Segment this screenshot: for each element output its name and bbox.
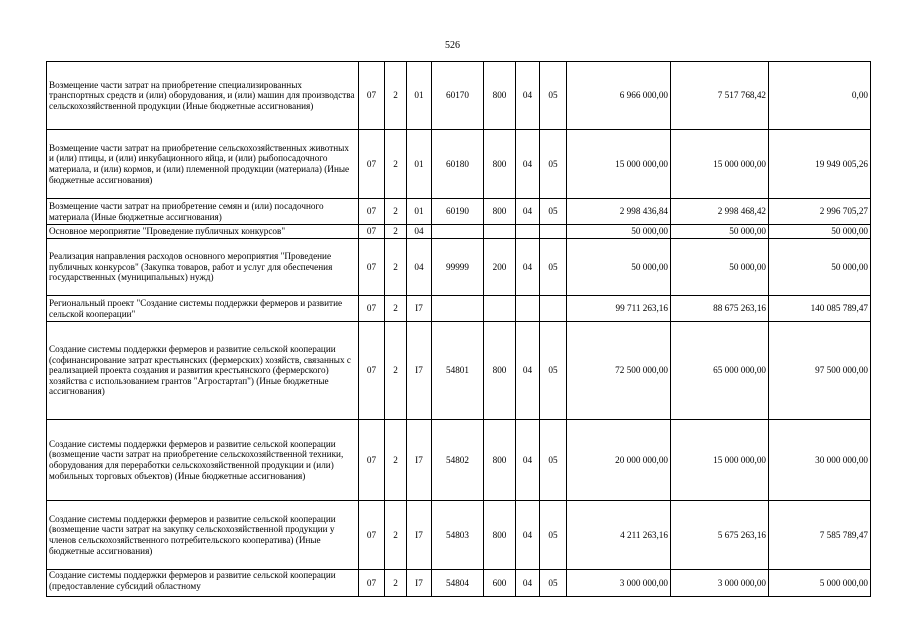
code-expense-type: 800 — [484, 130, 516, 199]
row-name: Региональный проект "Создание системы поддержки фермеров и развитие сельской кооперации" — [47, 296, 359, 322]
code-program: 2 — [385, 322, 407, 420]
code-section: 04 — [516, 501, 540, 570]
code-program: 2 — [385, 570, 407, 597]
amount-year-2: 15 000 000,00 — [671, 130, 769, 199]
row-name: Основное мероприятие "Проведение публичных конкурсов" — [47, 225, 359, 239]
code-expense-type: 800 — [484, 62, 516, 130]
amount-year-2: 88 675 263,16 — [671, 296, 769, 322]
amount-year-1: 50 000,00 — [567, 225, 671, 239]
code-ministry: 07 — [359, 62, 385, 130]
row-name: Возмещение части затрат на приобретение сельскохозяйственных животных и (или) птицы, и (или) инкубационного яйца, и (или) рыбопосадочного материала, и (или) кормов, и (или) племенной продукции (материала) (Иные бюджетные ассигнования) — [47, 130, 359, 199]
code-section — [516, 296, 540, 322]
amount-year-1: 20 000 000,00 — [567, 420, 671, 501]
code-direction: 99999 — [432, 239, 484, 296]
code-direction — [432, 225, 484, 239]
code-expense-type — [484, 225, 516, 239]
code-event: 01 — [407, 130, 432, 199]
code-ministry: 07 — [359, 225, 385, 239]
amount-year-3: 2 996 705,27 — [769, 199, 871, 225]
amount-year-1: 15 000 000,00 — [567, 130, 671, 199]
row-name: Создание системы поддержки фермеров и развитие сельской кооперации (возмещение части затрат на приобретение сельскохозяйственной техники, оборудования для переработки сельскохозяйственной продукции и (или) мобильных торговых объектов) (Иные бюджетные ассигнования) — [47, 420, 359, 501]
code-expense-type: 800 — [484, 322, 516, 420]
code-program: 2 — [385, 62, 407, 130]
code-subsection — [540, 225, 567, 239]
row-name: Возмещение части затрат на приобретение семян и (или) посадочного материала (Иные бюджетные ассигнования) — [47, 199, 359, 225]
code-program: 2 — [385, 199, 407, 225]
amount-year-3: 5 000 000,00 — [769, 570, 871, 597]
row-name: Возмещение части затрат на приобретение специализированных транспортных средств и (или) оборудования, и (или) машин для производства сельскохозяйственной продукции (Иные бюджетные ассигнования) — [47, 62, 359, 130]
row-name: Создание системы поддержки фермеров и развитие сельской кооперации (возмещение части затрат на закупку сельскохозяйственной продукции у членов сельскохозяйственного потребительского кооператива) (Иные бюджетные ассигнования) — [47, 501, 359, 570]
amount-year-1: 72 500 000,00 — [567, 322, 671, 420]
code-direction: 54801 — [432, 322, 484, 420]
table-row — [47, 501, 871, 570]
code-direction: 54802 — [432, 420, 484, 501]
amount-year-1: 50 000,00 — [567, 239, 671, 296]
code-ministry: 07 — [359, 570, 385, 597]
table-row — [47, 322, 871, 420]
table-row — [47, 296, 871, 322]
code-ministry: 07 — [359, 296, 385, 322]
code-direction: 60190 — [432, 199, 484, 225]
code-expense-type: 600 — [484, 570, 516, 597]
code-direction: 60180 — [432, 130, 484, 199]
amount-year-3: 50 000,00 — [769, 225, 871, 239]
amount-year-1: 99 711 263,16 — [567, 296, 671, 322]
code-section: 04 — [516, 199, 540, 225]
amount-year-2: 50 000,00 — [671, 239, 769, 296]
code-expense-type — [484, 296, 516, 322]
amount-year-3: 7 585 789,47 — [769, 501, 871, 570]
code-expense-type: 800 — [484, 420, 516, 501]
code-subsection: 05 — [540, 322, 567, 420]
table-row — [47, 225, 871, 239]
code-event: I7 — [407, 322, 432, 420]
budget-table — [46, 61, 871, 597]
code-section: 04 — [516, 239, 540, 296]
amount-year-3: 0,00 — [769, 62, 871, 130]
code-direction — [432, 296, 484, 322]
code-event: 04 — [407, 239, 432, 296]
table-row — [47, 239, 871, 296]
code-subsection: 05 — [540, 501, 567, 570]
page-number: 526 — [445, 40, 460, 51]
code-expense-type: 800 — [484, 199, 516, 225]
code-subsection: 05 — [540, 570, 567, 597]
code-event: I7 — [407, 570, 432, 597]
table-row — [47, 570, 871, 597]
row-name: Реализация направления расходов основного мероприятия "Проведение публичных конкурсов" (Закупка товаров, работ и услуг для обеспечения государственных (муниципальных) нужд) — [47, 239, 359, 296]
amount-year-1: 3 000 000,00 — [567, 570, 671, 597]
amount-year-2: 2 998 468,42 — [671, 199, 769, 225]
code-subsection: 05 — [540, 420, 567, 501]
amount-year-2: 7 517 768,42 — [671, 62, 769, 130]
code-subsection: 05 — [540, 62, 567, 130]
table-row — [47, 420, 871, 501]
code-program: 2 — [385, 225, 407, 239]
code-subsection: 05 — [540, 239, 567, 296]
code-section: 04 — [516, 130, 540, 199]
code-program: 2 — [385, 130, 407, 199]
amount-year-1: 6 966 000,00 — [567, 62, 671, 130]
row-name: Создание системы поддержки фермеров и развитие сельской кооперации (софинансирование затрат крестьянских (фермерских) хозяйств, связанных с реализацией проекта создания и развития крестьянского (фермерского) хозяйства с использованием грантов "Агростартап") (Иные бюджетные ассигнования) — [47, 322, 359, 420]
amount-year-2: 3 000 000,00 — [671, 570, 769, 597]
amount-year-3: 30 000 000,00 — [769, 420, 871, 501]
code-program: 2 — [385, 420, 407, 501]
code-ministry: 07 — [359, 199, 385, 225]
code-event: 01 — [407, 199, 432, 225]
amount-year-3: 140 085 789,47 — [769, 296, 871, 322]
code-section: 04 — [516, 62, 540, 130]
code-event: I7 — [407, 420, 432, 501]
amount-year-2: 15 000 000,00 — [671, 420, 769, 501]
table-row — [47, 199, 871, 225]
code-ministry: 07 — [359, 239, 385, 296]
code-direction: 54803 — [432, 501, 484, 570]
code-event: I7 — [407, 296, 432, 322]
code-subsection: 05 — [540, 199, 567, 225]
code-section — [516, 225, 540, 239]
amount-year-3: 50 000,00 — [769, 239, 871, 296]
code-expense-type: 200 — [484, 239, 516, 296]
amount-year-2: 50 000,00 — [671, 225, 769, 239]
code-event: 04 — [407, 225, 432, 239]
amount-year-1: 4 211 263,16 — [567, 501, 671, 570]
code-ministry: 07 — [359, 501, 385, 570]
amount-year-2: 5 675 263,16 — [671, 501, 769, 570]
code-section: 04 — [516, 420, 540, 501]
code-section: 04 — [516, 570, 540, 597]
amount-year-3: 19 949 005,26 — [769, 130, 871, 199]
amount-year-2: 65 000 000,00 — [671, 322, 769, 420]
code-program: 2 — [385, 239, 407, 296]
code-event: 01 — [407, 62, 432, 130]
code-ministry: 07 — [359, 420, 385, 501]
row-name: Создание системы поддержки фермеров и развитие сельской кооперации (предоставление субсидий областному — [47, 570, 359, 597]
code-subsection: 05 — [540, 130, 567, 199]
amount-year-1: 2 998 436,84 — [567, 199, 671, 225]
code-subsection — [540, 296, 567, 322]
code-section: 04 — [516, 322, 540, 420]
code-expense-type: 800 — [484, 501, 516, 570]
code-program: 2 — [385, 296, 407, 322]
code-program: 2 — [385, 501, 407, 570]
code-event: I7 — [407, 501, 432, 570]
code-ministry: 07 — [359, 322, 385, 420]
table-row — [47, 62, 871, 130]
code-direction: 54804 — [432, 570, 484, 597]
amount-year-3: 97 500 000,00 — [769, 322, 871, 420]
code-direction: 60170 — [432, 62, 484, 130]
table-row — [47, 130, 871, 199]
code-ministry: 07 — [359, 130, 385, 199]
